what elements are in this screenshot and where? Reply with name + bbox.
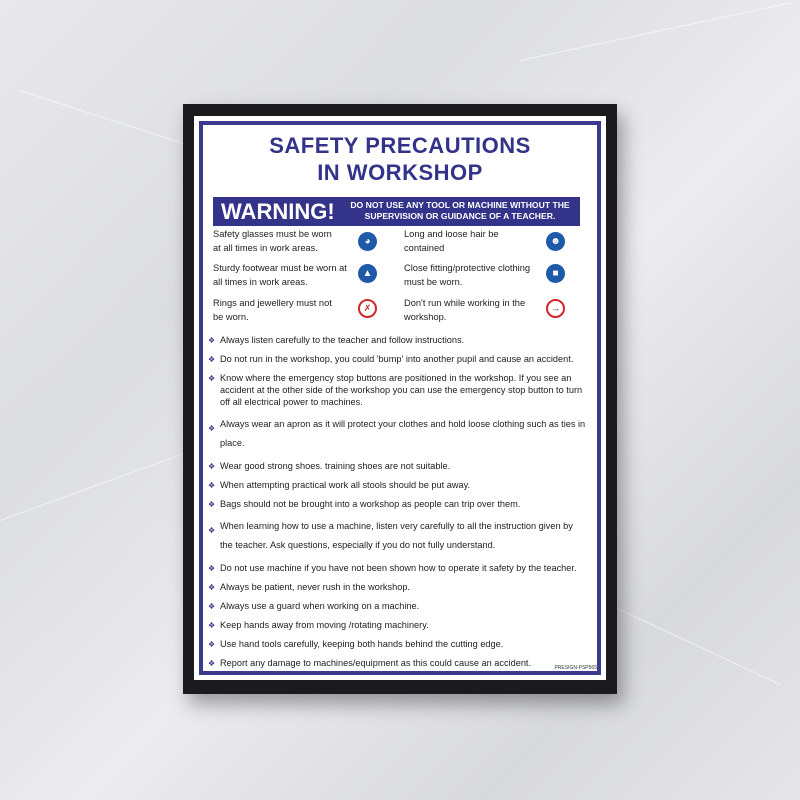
no-running-icon: → <box>546 299 565 318</box>
diamond-bullet-icon: ❖ <box>208 526 216 535</box>
list-item: ❖ Know where the emergency stop buttons are positioned in the workshop. If you see an accident at the other side of the workshop you can use the emergency stop button to turn off all electrical power to machines. <box>208 373 583 407</box>
protective-clothing-icon: ■ <box>546 264 565 283</box>
rules-list <box>208 334 588 676</box>
warning-text: DO NOT USE ANY TOOL OR MACHINE WITHOUT THE SUPERVISION OR GUIDANCE OF A TEACHER. <box>350 200 570 221</box>
diamond-bullet-icon: ❖ <box>208 355 216 364</box>
precaution-safety-glasses: Safety glasses must be worn at all times in work areas. <box>213 229 332 253</box>
diamond-bullet-icon: ❖ <box>208 481 216 490</box>
list-item: ❖ Do not run in the workshop, you could 'bump' into another pupil and cause an accident. <box>208 354 574 364</box>
hair-net-icon: ☻ <box>546 232 565 251</box>
diamond-bullet-icon: ❖ <box>208 640 216 649</box>
precaution-jewellery: Rings and jewellery must not be worn. <box>213 298 332 322</box>
list-item: ❖ Bags should not be brought into a workshop as people can trip over them. <box>208 499 521 509</box>
diamond-bullet-icon: ❖ <box>208 583 216 592</box>
warning-word: WARNING! <box>221 199 335 224</box>
diamond-bullet-icon: ❖ <box>208 336 216 345</box>
title-line-1: SAFETY PRECAUTIONS <box>269 133 531 158</box>
no-jewellery-icon: ✗ <box>358 299 377 318</box>
poster-title <box>194 132 606 186</box>
safety-poster <box>194 116 606 680</box>
diamond-bullet-icon: ❖ <box>208 602 216 611</box>
list-item: ❖ When attempting practical work all stools should be put away. <box>208 480 471 490</box>
list-item: ❖ Always wear an apron as it will protect your clothes and hold loose clothing such as ties in place. <box>208 419 586 448</box>
safety-glasses-icon: ◕ <box>358 232 377 251</box>
list-item: ❖ Always listen carefully to the teacher and follow instructions. <box>208 335 465 345</box>
precaution-footwear: Sturdy footwear must be worn at all times in work areas. <box>213 263 347 287</box>
list-item: ❖ Always be patient, never rush in the workshop. <box>208 582 410 592</box>
diamond-bullet-icon: ❖ <box>208 374 216 383</box>
precaution-running: Don't run while working in the workshop. <box>404 298 526 322</box>
diamond-bullet-icon: ❖ <box>208 564 216 573</box>
list-item: ❖ Keep hands away from moving /rotating machinery. <box>208 620 429 630</box>
diamond-bullet-icon: ❖ <box>208 659 216 668</box>
diamond-bullet-icon: ❖ <box>208 424 216 433</box>
list-item: ❖ Wear good strong shoes. training shoes are not suitable. <box>208 461 451 471</box>
product-code: PRESIGN-PSP565 <box>554 665 597 671</box>
list-item: ❖ Do not use machine if you have not been shown how to operate it safety by the teacher. <box>208 563 577 573</box>
precaution-clothing: Close fitting/protective clothing must be worn. <box>404 263 531 287</box>
marble-vein <box>520 2 794 61</box>
list-item: ❖ Report any damage to machines/equipment as this could cause an accident. <box>208 658 532 668</box>
warning-bar <box>213 197 580 226</box>
safety-boot-icon: ▲ <box>358 264 377 283</box>
diamond-bullet-icon: ❖ <box>208 500 216 509</box>
list-item: ❖ Use hand tools carefully, keeping both hands behind the cutting edge. <box>208 639 504 649</box>
list-item: ❖ When learning how to use a machine, listen very carefully to all the instruction given by the teacher. Ask questions, especially if you do not fully understand. <box>208 521 573 550</box>
list-item: ❖ Always use a guard when working on a machine. <box>208 601 420 611</box>
diamond-bullet-icon: ❖ <box>208 621 216 630</box>
diamond-bullet-icon: ❖ <box>208 462 216 471</box>
title-line-2: IN WORKSHOP <box>317 160 483 185</box>
precaution-hair: Long and loose hair be contained <box>404 229 499 253</box>
marble-vein <box>600 600 782 685</box>
